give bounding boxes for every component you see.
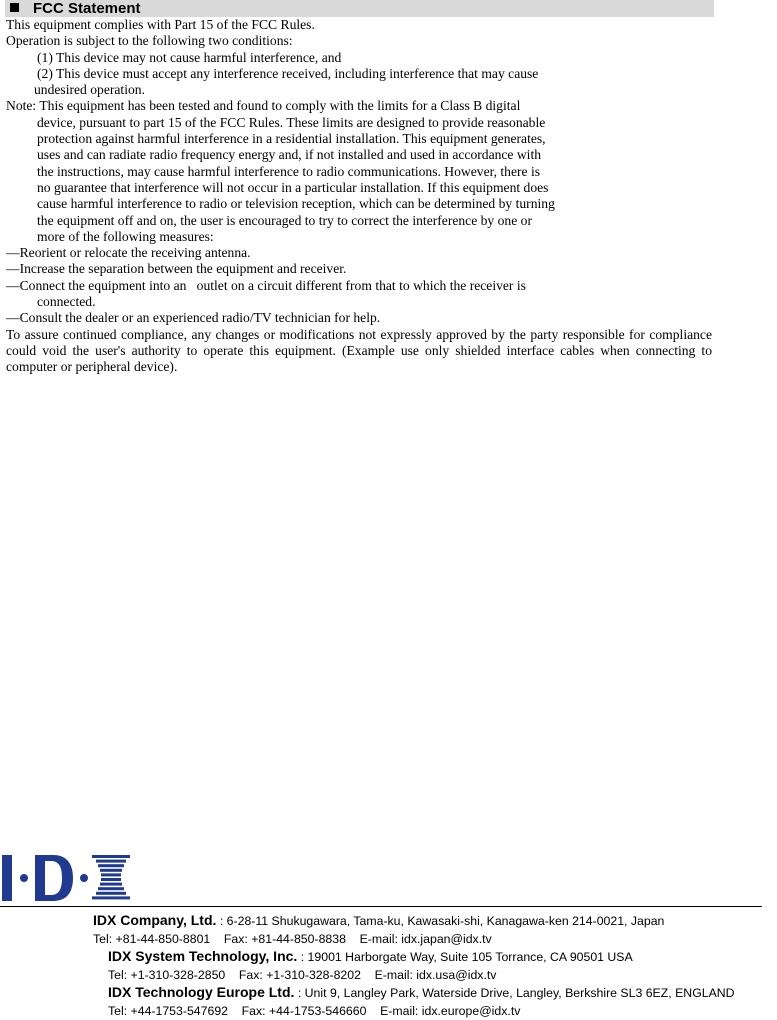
statement-line: (1) This device may not cause harmful interference, and (37, 49, 342, 65)
statement-line: device, pursuant to part 15 of the FCC Rules. These limits are designed to provide reasonable (37, 114, 546, 130)
statement-line: (2) This device must accept any interference received, including interference that may cause (37, 65, 539, 81)
statement-line: Operation is subject to the following two conditions: (6, 33, 293, 49)
idx-logo (2, 853, 132, 903)
statement-line: —Increase the separation between the equipment and receiver. (6, 261, 347, 277)
logo-bar (100, 883, 122, 886)
square-bullet-icon (10, 3, 19, 12)
office-contact: Tel: +81-44-850-8801 Fax: +81-44-850-8838 E-mail: idx.japan@idx.tv (93, 931, 492, 946)
statement-line: more of the following measures: (37, 228, 214, 244)
statement-line: protection against harmful interference in a residential installation. This equipment generates, (37, 131, 546, 147)
office-address: : 6-28-11 Shukugawara, Tama-ku, Kawasaki-shi, Kanagawa-ken 214-0021, Japan (216, 914, 665, 928)
logo-bar (98, 887, 124, 890)
statement-line: —Consult the dealer or an experienced radio/TV technician for help. (6, 310, 381, 326)
statement-line: cause harmful interference to radio or television reception, which can be determined by turning (37, 196, 555, 212)
statement-line: no guarantee that interference will not occur in a particular installation. If this equipment does (37, 179, 549, 195)
section-header (5, 0, 714, 17)
office-europe (108, 984, 735, 1020)
statement-line: —Connect the equipment into an outlet on a circuit different from that to which the receiver is (6, 277, 526, 293)
office-name: IDX System Technology, Inc. (108, 948, 298, 964)
office-contact: Tel: +1-310-328-2850 Fax: +1-310-328-8202 E-mail: idx.usa@idx.tv (108, 967, 497, 982)
logo-bar (92, 896, 130, 899)
section-title: FCC Statement (33, 0, 141, 17)
statement-line: uses and can radiate radio frequency energy and, if not installed and used in accordance with (37, 147, 542, 163)
office-address: : 19001 Harborgate Way, Suite 105 Torrance, CA 90501 USA (297, 950, 633, 964)
office-contact: Tel: +44-1753-547692 Fax: +44-1753-546660 E-mail: idx.europe@idx.tv (108, 1003, 521, 1018)
statement-line: This equipment complies with Part 15 of the FCC Rules. (6, 17, 315, 32)
logo-bar (101, 878, 121, 881)
office-name: IDX Technology Europe Ltd. (108, 984, 295, 1000)
logo-bar (100, 869, 122, 872)
closing-paragraph: To assure continued compliance, any changes or modifications not expressly approved by the party responsible for compliance could void the user's authority to operate this equipment. (Example use only shielded interface cables when connecting to computer or peripheral device). (6, 326, 712, 375)
office-usa (108, 948, 633, 984)
logo-bar (92, 855, 130, 858)
logo-bar (98, 864, 124, 867)
statement-line: connected. (37, 294, 96, 310)
statement-line: the instructions, may cause harmful interference to radio communications. However, there is (37, 163, 541, 179)
office-address: : Unit 9, Langley Park, Waterside Drive, Langley, Berkshire SL3 6EZ, ENGLAND (294, 986, 735, 1000)
logo-bar (96, 860, 126, 863)
statement-line: undesired operation. (34, 82, 145, 98)
fcc-statement-body (6, 17, 712, 376)
statement-line: —Reorient or relocate the receiving antenna. (6, 245, 251, 261)
statement-line: the equipment off and on, the user is encouraged to try to correct the interference by one or (37, 212, 532, 228)
office-name: IDX Company, Ltd. (93, 912, 217, 928)
footer-divider (0, 906, 762, 907)
logo-bar (101, 873, 121, 876)
statement-line: Note: This equipment has been tested and found to comply with the limits for a Class B digital (6, 98, 521, 114)
office-japan (93, 912, 664, 948)
logo-bar (96, 892, 126, 895)
